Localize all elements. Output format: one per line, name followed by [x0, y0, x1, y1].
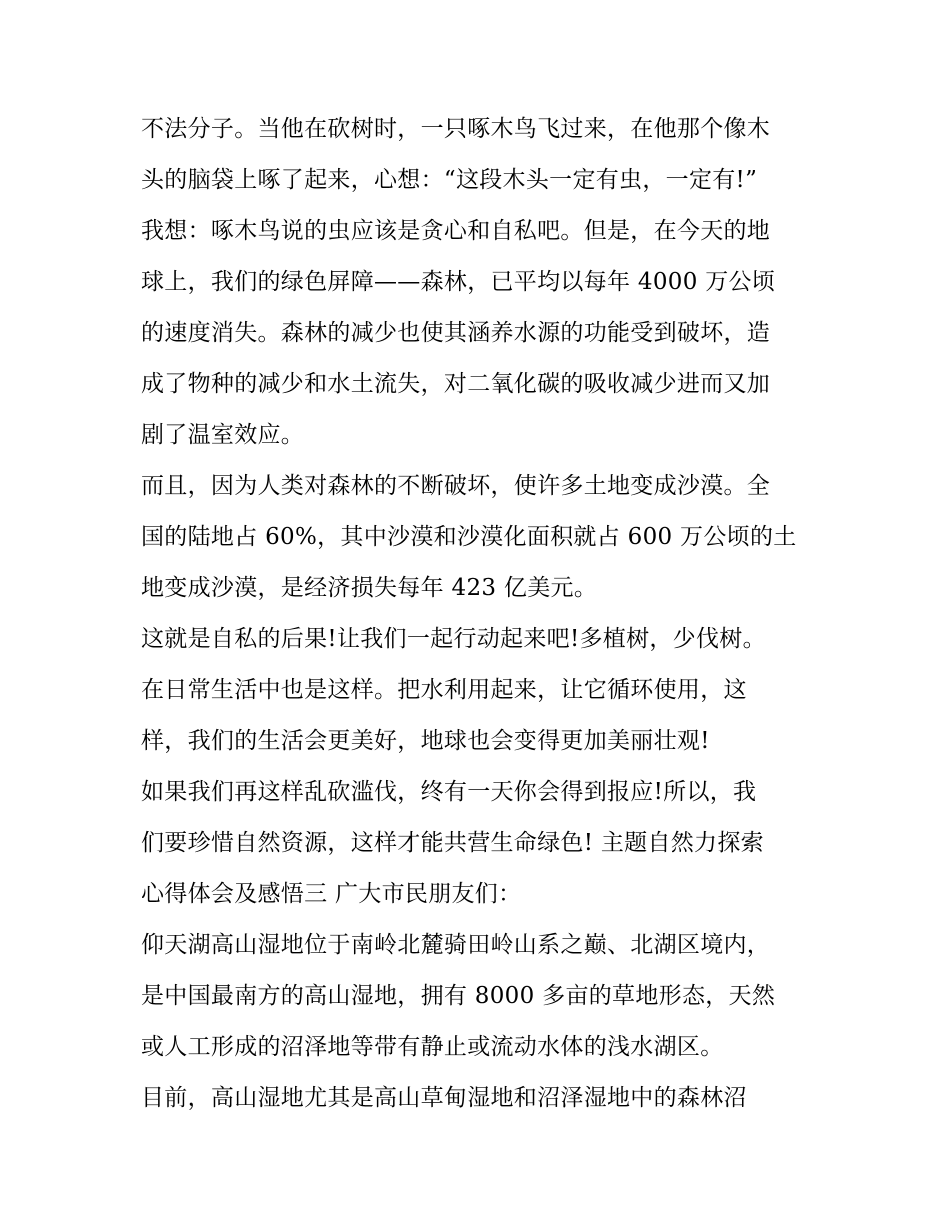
- paragraph-6: 仰天湖高山湿地位于南岭北麓骑田岭山系之巅、北湖区境内， 是中国最南方的高山湿地，拥有 8000 多亩的草地形态，天然 或人工形成的沼泽地等带有静止或流动水体的浅水湖区。: [141, 932, 776, 1060]
- document-body: [141, 104, 821, 1124]
- paragraph-7: 目前，高山湿地尤其是高山草甸湿地和沼泽湿地中的森林沼: [141, 1085, 747, 1111]
- paragraph-5: 如果我们再这样乱砍滥伐，终有一天你会得到报应!所以，我 们要珍惜自然资源，这样才能共营生命绿色! 主题自然力探索 心得体会及感悟三 广大市民朋友们：: [141, 779, 764, 907]
- paragraph-4: 这就是自私的后果!让我们一起行动起来吧!多植树，少伐树。 在日常生活中也是这样。把水利用起来，让它循环使用，这 样，我们的生活会更美好，地球也会变得更加美丽壮观!: [141, 626, 766, 754]
- paragraph-1: 不法分子。当他在砍树时，一只啄木鸟飞过来，在他那个像木 头的脑袋上啄了起来，心想：“这段木头一定有虫，一定有!”: [141, 116, 771, 193]
- paragraph-3: 而且，因为人类对森林的不断破坏，使许多土地变成沙漠。全 国的陆地占 60%，其中沙漠和沙漠化面积就占 600 万公顷的土 地变成沙漠，是经济损失每年 423 亿美元。: [141, 473, 797, 601]
- paragraph-2: 我想：啄木鸟说的虫应该是贪心和自私吧。但是，在今天的地 球上，我们的绿色屏障——森林，已平均以每年 4000 万公顷 的速度消失。森林的减少也使其涵养水源的功能受到破坏，造 成了物种的减少和水土流失，对二氧化碳的吸收减少进而又加 剧了温室效应。: [141, 218, 776, 448]
